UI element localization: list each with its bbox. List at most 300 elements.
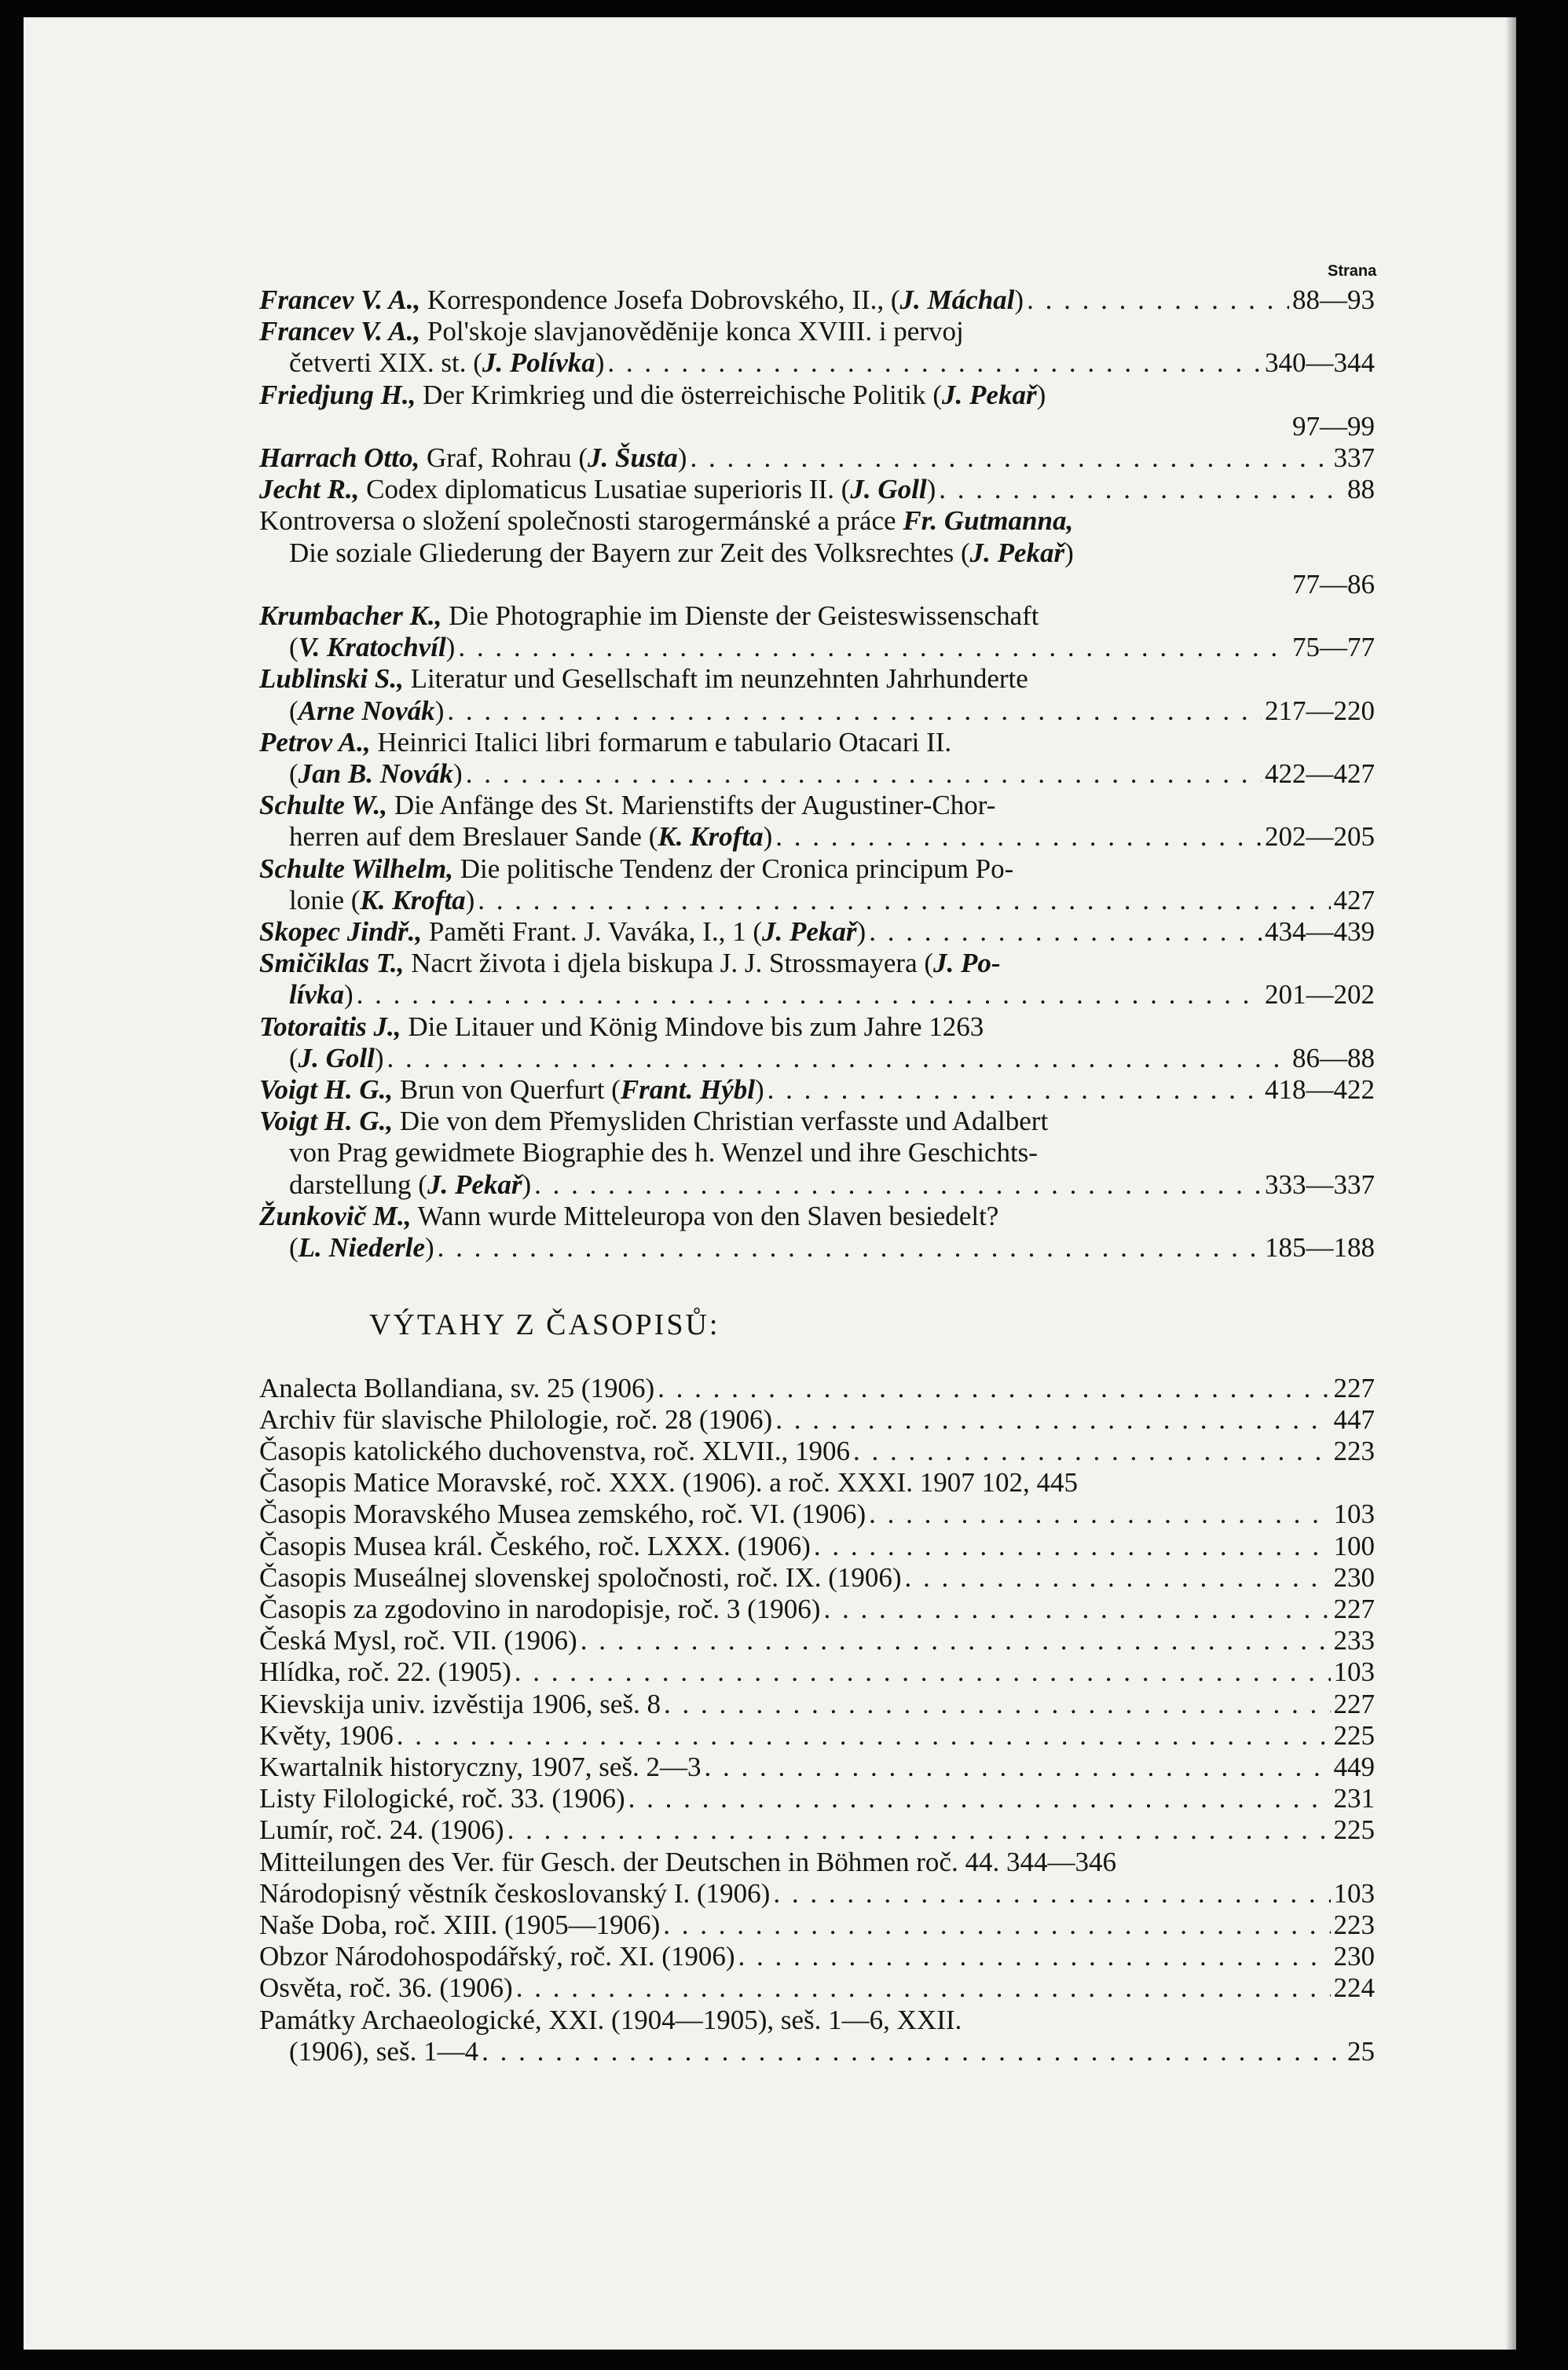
closing-paren: ) — [434, 695, 445, 726]
entry-text: Květy, 1906 — [259, 1719, 394, 1751]
dot-leader — [515, 1656, 1331, 1688]
entry-text-wrap — [289, 821, 772, 853]
reviewer-name: K. Krofta — [360, 884, 466, 915]
entry-text: Kontroversa o složení společnosti starogermánské a práce — [259, 505, 903, 537]
entry-text-wrap — [259, 1531, 811, 1562]
entry-text-wrap — [259, 1562, 902, 1594]
dot-leader — [663, 1910, 1330, 1941]
entry-line — [259, 1814, 1375, 1846]
entry-text-wrap — [259, 1783, 625, 1814]
page-number: 333—337 — [1265, 1168, 1375, 1200]
entry-line — [259, 979, 1375, 1011]
closing-paren: ) — [374, 1042, 384, 1073]
entry-line — [259, 2005, 1375, 2036]
entry-line — [259, 916, 1375, 948]
dot-leader — [357, 979, 1262, 1011]
entry-line — [259, 1373, 1375, 1404]
page-number: 233 — [1333, 1625, 1375, 1656]
entry-text: Nacrt života i djela biskupa J. J. Strossmayera ( — [411, 948, 934, 979]
entry-text-wrap — [259, 380, 1046, 411]
closing-paren: ) — [677, 442, 687, 474]
journal-entry — [259, 1499, 1375, 1530]
entry-text: (1906), seš. 1—4 — [289, 2035, 479, 2067]
entry-text: Wann wurde Mitteleuropa von den Slaven besiedelt? — [417, 1200, 999, 1231]
entry-text: ( — [289, 1232, 299, 1264]
entry-line — [259, 1720, 1375, 1752]
entry-text: ( — [289, 1042, 299, 1073]
entry-line — [259, 1941, 1375, 1972]
entry-text: Codex diplomaticus Lusatiae superioris II. ( — [366, 474, 851, 505]
page-number: 224 — [1333, 1972, 1375, 2004]
page-number: 225 — [1333, 1814, 1375, 1846]
entry-text-wrap — [259, 316, 964, 347]
dot-leader — [768, 1074, 1262, 1106]
page-number: 223 — [1333, 1435, 1375, 1466]
entry-line — [259, 695, 1375, 727]
entry-text: Die von dem Přemysliden Christian verfasste und Adalbert — [399, 1106, 1049, 1137]
entry-line — [259, 853, 1375, 885]
entry-line — [259, 1625, 1375, 1656]
closing-paren: ) — [343, 979, 354, 1011]
entry-text: Česká Mysl, roč. VII. (1906) — [259, 1625, 577, 1656]
journal-entry — [259, 1941, 1375, 1972]
closing-paren: ) — [522, 1168, 532, 1200]
entry-text: Paměti Frant. J. Vaváka, I., 1 ( — [428, 916, 762, 948]
entry-text: Graf, Rohrau ( — [426, 442, 588, 474]
reviewer-name: L. Niederle — [298, 1232, 425, 1264]
entry-text-wrap — [259, 853, 1013, 885]
journal-entry — [259, 1878, 1375, 1910]
dot-leader — [853, 1436, 1330, 1467]
section-title: VÝTAHY Z ČASOPISŮ: — [369, 1308, 720, 1342]
entry-text: Naše Doba, roč. XIII. (1905—1906) — [259, 1909, 661, 1940]
entry-line — [259, 1972, 1375, 2004]
page-number: 340—344 — [1265, 347, 1375, 379]
page-number: 75—77 — [1292, 632, 1375, 663]
entry-text: Archiv für slavische Philologie, roč. 28 (1906) — [259, 1403, 773, 1435]
page-number: 227 — [1333, 1688, 1375, 1719]
reviewer-name: J. Po- — [933, 948, 1001, 979]
author-name: Smičiklas T., — [259, 948, 405, 979]
entry-line — [259, 1074, 1375, 1106]
entry-line — [259, 442, 1375, 474]
entry-line — [259, 1436, 1375, 1467]
review-entry — [259, 316, 1375, 379]
closing-paren: ) — [1064, 537, 1074, 568]
entry-line — [259, 1137, 1375, 1168]
page-range: 97—99 — [1292, 410, 1375, 442]
page-number: 217—220 — [1265, 695, 1375, 726]
dot-leader — [738, 1941, 1331, 1972]
journal-entry — [259, 1562, 1375, 1594]
entry-line — [259, 284, 1375, 316]
reviewer-name: J. Šusta — [588, 442, 678, 474]
review-entry — [259, 916, 1375, 948]
entry-line — [259, 1910, 1375, 1941]
entry-text-wrap — [289, 1043, 384, 1074]
entry-text: Hlídka, roč. 22. (1905) — [259, 1656, 511, 1688]
entry-text-wrap — [259, 600, 1039, 632]
author-name: Skopec Jindř., — [259, 916, 423, 948]
entry-line — [259, 1011, 1375, 1043]
entry-text-wrap — [289, 537, 1074, 569]
index-content — [259, 284, 1375, 2067]
reviewer-name: J. Pekař — [762, 916, 857, 948]
reviewer-name: J. Pekař — [942, 379, 1037, 410]
page-number: 103 — [1333, 1877, 1375, 1909]
closing-paren: ) — [1014, 284, 1024, 315]
closing-paren: ) — [1036, 379, 1046, 410]
dot-leader — [658, 1373, 1330, 1404]
entry-line — [259, 347, 1375, 379]
reviewer-name: lívka — [289, 979, 344, 1011]
reviewer-name: Arne Novák — [298, 695, 435, 726]
page-number: 231 — [1333, 1783, 1375, 1814]
entry-text-wrap — [259, 790, 995, 821]
closing-paren: ) — [424, 1232, 434, 1264]
entry-text-wrap — [259, 1106, 1048, 1137]
entry-line — [259, 1689, 1375, 1720]
entry-text-wrap — [259, 1720, 394, 1752]
entry-line — [259, 632, 1375, 663]
journal-entry — [259, 1404, 1375, 1436]
page-number: 230 — [1333, 1941, 1375, 1972]
dot-leader — [869, 916, 1262, 948]
dot-leader — [507, 1814, 1331, 1846]
book-page — [24, 17, 1516, 2350]
entry-text: ( — [289, 758, 299, 790]
entry-text-wrap — [289, 347, 604, 379]
dot-leader — [458, 632, 1289, 663]
entry-text-wrap — [259, 474, 936, 505]
entry-text-wrap — [289, 1232, 434, 1264]
dot-leader — [773, 1878, 1330, 1910]
journal-entry — [259, 1531, 1375, 1562]
entry-text-wrap — [289, 632, 455, 663]
journal-entry — [259, 1972, 1375, 2004]
closing-paren: ) — [445, 632, 456, 663]
page-number: 427 — [1333, 884, 1375, 915]
entry-text-wrap — [259, 284, 1024, 316]
page-number: 86—88 — [1292, 1042, 1375, 1073]
dot-leader — [516, 1972, 1331, 2004]
author-name: Voigt H. G., — [259, 1074, 394, 1106]
page-number: 434—439 — [1265, 916, 1375, 948]
entry-text: Časopis Museálnej slovenskej spoločnosti, roč. IX. (1906) — [259, 1561, 902, 1593]
author-name: Petrov A., — [259, 726, 371, 758]
entry-line — [259, 537, 1375, 569]
entry-line — [259, 1232, 1375, 1264]
entry-text-wrap — [259, 1467, 1078, 1499]
entry-text-wrap — [259, 1404, 772, 1436]
journals-list — [259, 1373, 1375, 2067]
entry-line — [259, 505, 1375, 537]
reviewer-name: J. Máchal — [899, 284, 1015, 315]
dot-leader — [466, 758, 1262, 790]
reviewer-name: J. Goll — [850, 474, 927, 505]
entry-text-wrap — [259, 663, 1028, 695]
entry-line — [259, 1043, 1375, 1074]
page-number: 88 — [1347, 474, 1375, 505]
review-entry — [259, 727, 1375, 790]
entry-text: Časopis Moravského Musea zemského, roč. VI. (1906) — [259, 1499, 866, 1530]
entry-line — [259, 758, 1375, 790]
entry-line — [259, 1531, 1375, 1562]
entry-text: Korrespondence Josefa Dobrovského, II., ( — [427, 284, 900, 315]
dot-leader — [438, 1232, 1262, 1264]
entry-text-wrap — [259, 1910, 660, 1941]
entry-text-wrap — [259, 1814, 504, 1846]
journal-entry — [259, 1689, 1375, 1720]
entry-text: četverti XIX. st. ( — [289, 347, 482, 379]
review-entry — [259, 1011, 1375, 1074]
entry-line — [259, 1656, 1375, 1688]
page-number: 88—93 — [1292, 284, 1375, 315]
entry-text-wrap — [289, 2036, 478, 2067]
page-number: 103 — [1333, 1656, 1375, 1688]
entry-text: Der Krimkrieg und die österreichische Politik ( — [423, 379, 943, 410]
dot-leader — [705, 1752, 1331, 1783]
page-number: 337 — [1333, 442, 1375, 474]
entry-text: Brun von Querfurt ( — [399, 1074, 621, 1106]
entry-text: lonie ( — [289, 884, 361, 915]
dot-leader — [905, 1562, 1331, 1594]
page-number: 227 — [1333, 1593, 1375, 1624]
journal-entry — [259, 1467, 1375, 1499]
author-name: Friedjung H., — [259, 379, 416, 410]
entry-line — [259, 1201, 1375, 1232]
page-number: 225 — [1333, 1719, 1375, 1751]
entry-line — [259, 1783, 1375, 1814]
review-entry — [259, 1074, 1375, 1106]
dot-leader — [482, 2036, 1344, 2067]
reviewer-name: Jan B. Novák — [298, 758, 454, 790]
journal-entry — [259, 2005, 1375, 2067]
entry-text: ( — [289, 632, 299, 663]
review-entry — [259, 474, 1375, 505]
entry-line — [259, 474, 1375, 505]
entry-text-wrap — [259, 1373, 654, 1404]
entry-text: Die Litauer und König Mindove bis zum Jahre 1263 — [408, 1011, 984, 1042]
dot-leader — [581, 1625, 1331, 1656]
entry-line — [259, 1499, 1375, 1530]
entry-text: darstellung ( — [289, 1168, 427, 1200]
closing-paren: ) — [926, 474, 936, 505]
entry-text-wrap — [289, 885, 474, 916]
dot-leader — [814, 1531, 1331, 1562]
reviewer-name: Fr. Gutmanna, — [903, 505, 1074, 537]
review-entry — [259, 442, 1375, 474]
journal-entry — [259, 1373, 1375, 1404]
page-number: 422—427 — [1265, 758, 1375, 790]
entry-text-wrap — [289, 1169, 531, 1201]
entry-text: Die soziale Gliederung der Bayern zur Zeit des Volksrechtes ( — [289, 537, 970, 568]
entry-text: Památky Archaeologické, XXI. (1904—1905), seš. 1—6, XXII. — [259, 2004, 962, 2035]
entry-text: Lumír, roč. 24. (1906) — [259, 1814, 504, 1846]
dot-leader — [628, 1783, 1331, 1814]
entry-text-wrap — [259, 1201, 998, 1232]
journal-entry — [259, 1436, 1375, 1467]
closing-paren: ) — [856, 916, 866, 948]
entry-text: Mitteilungen des Ver. für Gesch. der Deutschen in Böhmen roč. 44. 344—346 — [259, 1846, 1116, 1877]
author-name: Totoraitis J., — [259, 1011, 401, 1042]
page-edge-shadow — [1505, 17, 1516, 2350]
entry-text: Časopis za zgodovino in narodopisje, roč. 3 (1906) — [259, 1593, 821, 1624]
page-column-label: Strana — [1328, 262, 1377, 280]
entry-line — [259, 316, 1375, 347]
dot-leader — [939, 474, 1344, 505]
author-name: Schulte Wilhelm, — [259, 853, 453, 884]
page-number: 449 — [1333, 1751, 1375, 1782]
reviewer-name: J. Pekař — [969, 537, 1065, 568]
entry-text-wrap — [259, 1074, 764, 1106]
reviewer-name: J. Goll — [298, 1042, 375, 1073]
entry-text-wrap — [289, 979, 354, 1011]
review-entry — [259, 948, 1375, 1011]
entry-text: von Prag gewidmete Biographie des h. Wenzel und ihre Geschichts- — [289, 1137, 1038, 1168]
page-number: 230 — [1333, 1561, 1375, 1593]
author-name: Harrach Otto, — [259, 442, 420, 474]
review-entry — [259, 790, 1375, 853]
entry-text: Die politische Tendenz der Cronica principum Po- — [460, 853, 1014, 884]
journal-entry — [259, 1625, 1375, 1656]
entry-text-wrap — [259, 916, 866, 948]
entry-text-wrap — [259, 1752, 702, 1783]
dot-leader — [775, 821, 1262, 853]
entry-text: Heinrici Italici libri formarum e tabulario Otacari II. — [377, 726, 952, 758]
entry-text: Časopis Matice Moravské, roč. XXX. (1906). a roč. XXXI. 1907 102, 445 — [259, 1467, 1079, 1499]
entry-text-wrap — [289, 1137, 1038, 1168]
closing-paren: ) — [754, 1074, 764, 1106]
reviewer-name: K. Krofta — [658, 821, 764, 853]
entry-line — [259, 2036, 1375, 2067]
entry-text: Analecta Bollandiana, sv. 25 (1906) — [259, 1372, 655, 1403]
author-name: Krumbacher K., — [259, 600, 442, 632]
entry-text: Kievskija univ. izvěstija 1906, seš. 8 — [259, 1688, 661, 1719]
dot-leader — [607, 347, 1262, 379]
closing-paren: ) — [763, 821, 773, 853]
reviewer-name: J. Pekař — [427, 1168, 522, 1200]
entry-line — [259, 1562, 1375, 1594]
review-entry — [259, 1106, 1375, 1201]
journal-entry — [259, 1814, 1375, 1846]
entry-text-wrap — [259, 727, 951, 758]
entry-text: ( — [289, 695, 299, 726]
page-number: 185—188 — [1265, 1232, 1375, 1264]
page-number: 223 — [1333, 1909, 1375, 1940]
entry-line — [259, 1847, 1375, 1878]
author-name: Francev V. A., — [259, 316, 421, 347]
entry-line — [259, 948, 1375, 979]
entry-line — [259, 380, 1375, 411]
reviews-list — [259, 284, 1375, 1264]
page-number: 100 — [1333, 1530, 1375, 1561]
author-name: Žunkovič M., — [259, 1200, 412, 1231]
dot-leader — [664, 1689, 1331, 1720]
author-name: Jecht R., — [259, 474, 360, 505]
dot-leader — [1027, 284, 1289, 316]
journal-entry — [259, 1594, 1375, 1625]
entry-text-wrap — [259, 1436, 850, 1467]
entry-line — [259, 600, 1375, 632]
page-number: 25 — [1347, 2035, 1375, 2067]
review-entry — [259, 600, 1375, 663]
entry-line — [259, 790, 1375, 821]
entry-line — [259, 727, 1375, 758]
journal-entry — [259, 1847, 1375, 1878]
author-name: Lublinski S., — [259, 663, 404, 695]
entry-text-wrap — [259, 1011, 984, 1043]
entry-text-wrap — [259, 2005, 962, 2036]
review-entry — [259, 380, 1375, 442]
review-entry — [259, 284, 1375, 316]
dot-leader — [478, 885, 1330, 916]
entry-line — [259, 885, 1375, 916]
entry-text-wrap — [289, 758, 463, 790]
page-number: 103 — [1333, 1499, 1375, 1530]
entry-text-wrap — [259, 1972, 513, 2004]
entry-text-wrap — [259, 948, 1001, 979]
reviewer-name: Frant. Hýbl — [620, 1074, 755, 1106]
entry-line — [259, 1467, 1375, 1499]
entry-text-wrap — [259, 1689, 661, 1720]
closing-paren: ) — [453, 758, 463, 790]
journal-entry — [259, 1910, 1375, 1941]
entry-text-wrap — [289, 695, 444, 727]
dot-leader — [447, 695, 1262, 727]
entry-line — [259, 1752, 1375, 1783]
entry-text-wrap — [259, 1625, 577, 1656]
entry-line — [259, 663, 1375, 695]
page-range: 77—86 — [1292, 568, 1375, 600]
page-number: 447 — [1333, 1403, 1375, 1435]
entry-text: Listy Filologické, roč. 33. (1906) — [259, 1783, 625, 1814]
dot-leader — [534, 1169, 1262, 1201]
entry-text-wrap — [259, 1878, 770, 1910]
entry-line — [259, 1594, 1375, 1625]
author-name: Schulte W., — [259, 790, 388, 821]
page-number: 227 — [1333, 1372, 1375, 1403]
entry-text-wrap — [259, 1499, 866, 1530]
dot-leader — [775, 1404, 1330, 1436]
reviewer-name: J. Polívka — [482, 347, 595, 379]
entry-line — [259, 1878, 1375, 1910]
page-range-line — [259, 411, 1375, 442]
author-name: Voigt H. G., — [259, 1106, 394, 1137]
closing-paren: ) — [595, 347, 605, 379]
entry-line — [259, 1169, 1375, 1201]
dot-leader — [387, 1043, 1289, 1074]
entry-text: Národopisný věstník českoslovanský I. (1906) — [259, 1877, 771, 1909]
review-entry — [259, 663, 1375, 726]
journal-entry — [259, 1783, 1375, 1814]
entry-text: Osvěta, roč. 36. (1906) — [259, 1972, 513, 2004]
entry-text: Die Photographie im Dienste der Geisteswissenschaft — [449, 600, 1039, 632]
review-entry — [259, 853, 1375, 916]
entry-text-wrap — [259, 1941, 735, 1972]
journal-entry — [259, 1720, 1375, 1752]
dot-leader — [690, 442, 1330, 474]
entry-text: herren auf dem Breslauer Sande ( — [289, 821, 658, 853]
page-number: 201—202 — [1265, 979, 1375, 1011]
journal-entry — [259, 1752, 1375, 1783]
dot-leader — [869, 1499, 1330, 1530]
entry-text: Literatur und Gesellschaft im neunzehnten Jahrhunderte — [410, 663, 1028, 695]
closing-paren: ) — [465, 884, 475, 915]
entry-text: Pol'skoje slavjanovědĕnije konca XVIII. i pervoj — [427, 316, 964, 347]
page-range-line — [259, 569, 1375, 600]
entry-line — [259, 821, 1375, 853]
